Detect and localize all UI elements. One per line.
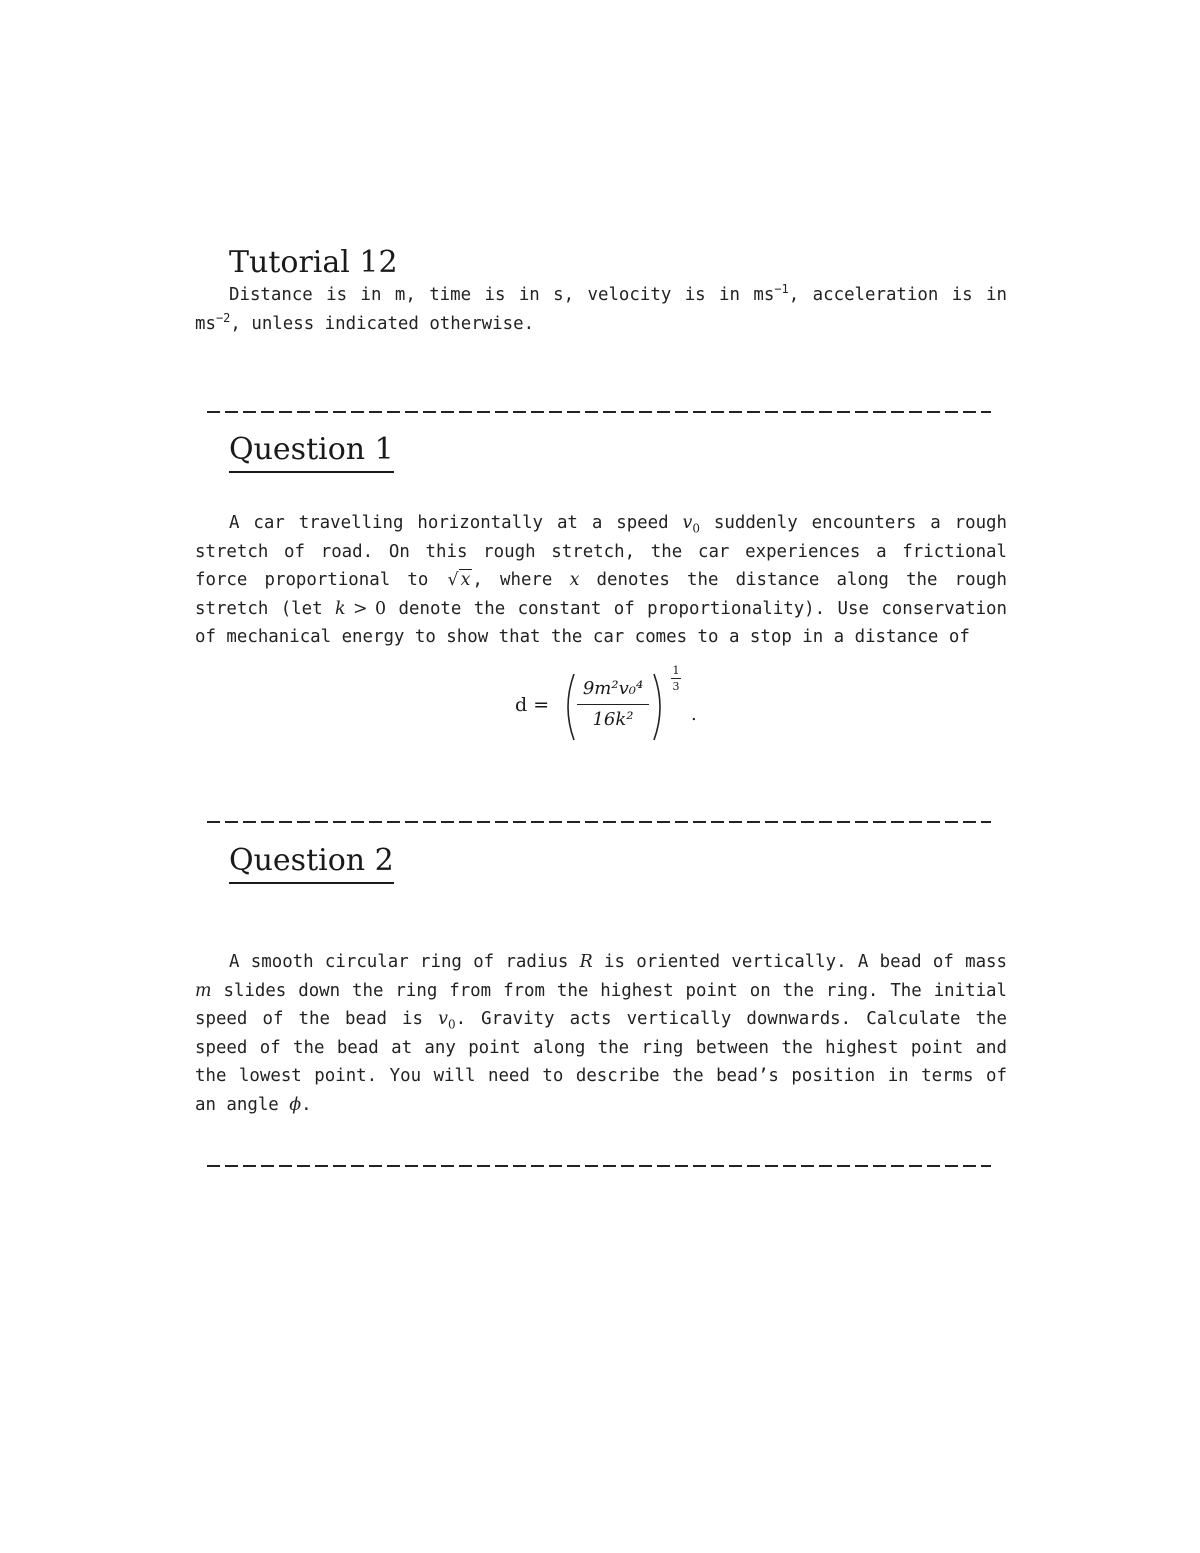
units-note-part3: , unless indicated otherwise. [230,313,535,334]
var-v: v [682,513,693,533]
units-note-exp1: −1 [774,282,789,297]
units-note-exp2: −2 [215,310,231,325]
right-paren [651,672,667,742]
dashed-divider [207,812,991,830]
question-2-heading: Question 2 [229,844,394,884]
fraction-numerator: 9m²v₀⁴ [582,678,644,699]
left-paren [561,672,577,742]
fraction-denominator: 16k² [592,709,634,730]
var-phi: ϕ [289,1094,302,1115]
units-note-part2: , acceleration is in ms [195,285,1007,334]
equation-exponent: 1 3 [672,664,680,693]
question-1-heading: Question 1 [229,433,394,473]
units-note [195,281,1007,338]
equation-distance [515,664,697,742]
equation-fraction [577,676,649,733]
units-note-part1: Distance is in m, time is in s, velocity is in ms [229,285,775,305]
question-2-body: A smooth circular ring of radius R is oriented vertically. A bead of mass m slides down the ring from from the highest point on the ring. The initial speed of the bead is $v_0$. Gravity acts vertically downwards. Calculate the speed of the bead at any point along the ring between the highest point and the lowest point. You will need to describe the bead’s position in terms of an angle ϕ. [195,952,1007,1115]
sqrt-x: √ x [447,570,471,590]
dashed-divider [207,402,991,420]
equation-lhs: d = [515,694,550,716]
page-title: Tutorial 12 [229,245,398,280]
question-1-body: A car travelling horizontally at a speed $v_0$ suddenly encounters a rough stretch of road. On this rough stretch, the car experiences a frictional force proportional to √ x , where x denotes the distance along the rough stretch (let k > 0 denote the constant of proportionality). Use conservation of mechanical energy to show that the car comes to a stop in a distance of [195,513,1008,647]
dashed-divider [207,1156,991,1174]
equation-period: . [691,704,697,725]
